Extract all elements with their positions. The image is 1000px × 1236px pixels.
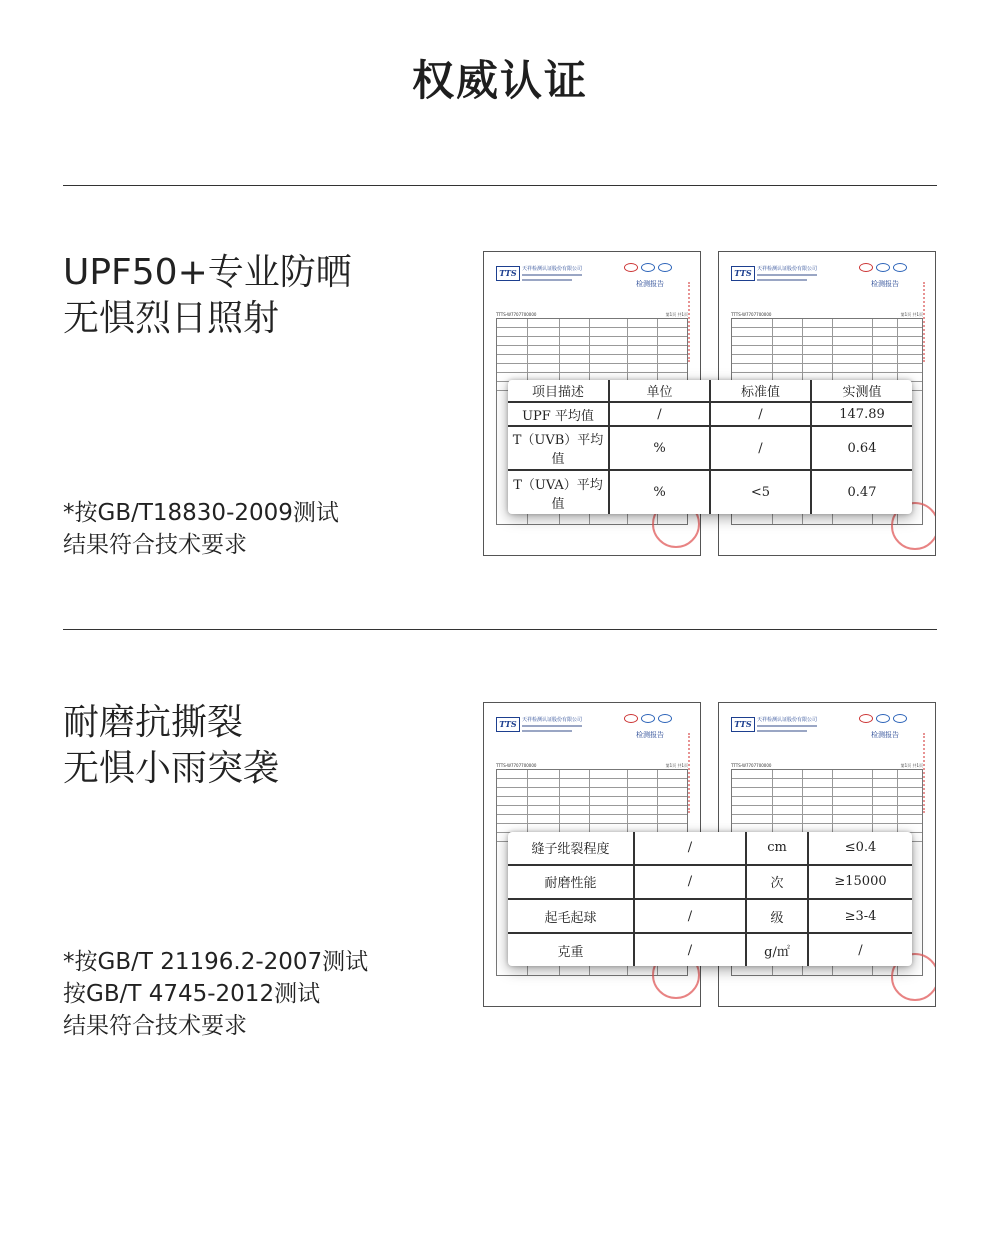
table-cell: / [634,832,746,865]
cert-marks [624,263,672,272]
col-header-item: 项目描述 [508,380,609,402]
cert-marks [859,263,907,272]
table-row [508,832,912,865]
cert-mark-icon [893,714,907,723]
report-org-line [522,730,572,732]
table-cell: 缝子纰裂程度 [508,832,634,865]
report-title: 检测报告 [636,280,664,288]
table-cell: / [710,402,811,425]
table-cell: g/㎡ [746,933,808,966]
report-org-line [522,274,582,276]
cert-mark-icon [658,714,672,723]
report-number: TTTS-W7707700000 [496,312,537,317]
report-page: 第1页 共1页 [665,763,688,768]
table-cell: 克重 [508,933,634,966]
tts-logo-icon: TTS [496,266,520,281]
cert-mark-icon [893,263,907,272]
report-org-line [757,725,817,727]
report-org: 天祥检测认证股份有限公司 [522,266,583,272]
table-cell: % [609,426,710,471]
tts-logo-icon: TTS [731,266,755,281]
table-row [508,899,912,933]
table-cell: T（UVA）平均值 [508,470,609,514]
table-cell: / [634,865,746,899]
report-org: 天祥检测认证股份有限公司 [522,717,583,723]
seal-seam-icon [923,733,931,813]
seal-seam-icon [923,282,931,362]
section1-note: *按GB/T18830-2009测试 结果符合技术要求 [63,500,339,558]
report-org: 天祥检测认证股份有限公司 [757,266,818,272]
report-org-line [522,279,572,281]
report-title: 检测报告 [636,731,664,739]
table-row [508,426,912,471]
table-cell: 起毛起球 [508,899,634,933]
cert-marks [859,714,907,723]
table-cell: UPF 平均值 [508,402,609,425]
cert-mark-icon [641,714,655,723]
table-cell: / [634,899,746,933]
table-cell: / [609,402,710,425]
section1-headline: UPF50+专业防晒 无惧烈日照射 [63,252,352,339]
table-row [508,865,912,899]
table-cell: % [609,470,710,514]
table-cell: ≥3-4 [808,899,912,933]
page-title: 权威认证 [411,56,588,105]
col-header-standard: 标准值 [710,380,811,402]
table-cell: cm [746,832,808,865]
cert-mark-icon [658,263,672,272]
col-header-measured: 实测值 [811,380,912,402]
report-title: 检测报告 [871,731,899,739]
top-divider [63,185,937,186]
table-row [508,933,912,966]
report-org: 天祥检测认证股份有限公司 [757,717,818,723]
cert-mark-icon [876,714,890,723]
report-org-line [757,279,807,281]
table-cell: 0.64 [811,426,912,471]
table-row [508,470,912,514]
table-cell: 耐磨性能 [508,865,634,899]
table-cell: T（UVB）平均值 [508,426,609,471]
seal-seam-icon [688,733,696,813]
table-cell: 次 [746,865,808,899]
table-cell: 147.89 [811,402,912,425]
table-cell: ≤0.4 [808,832,912,865]
table-cell: ≥15000 [808,865,912,899]
upf-results-table [508,380,912,514]
report-number: TTTS-W7707700000 [731,312,772,317]
report-page: 第1页 共1页 [665,312,688,317]
report-page: 第1页 共1页 [900,763,923,768]
tts-logo-icon: TTS [496,717,520,732]
report-org-line [522,725,582,727]
cert-mark-icon [859,714,873,723]
cert-mark-icon [624,714,638,723]
cert-mark-icon [641,263,655,272]
report-title: 检测报告 [871,280,899,288]
section2-note: *按GB/T 21196.2-2007测试 按GB/T 4745-2012测试 结果符合技术要求 [63,949,369,1039]
table-cell: / [808,933,912,966]
report-org-line [757,730,807,732]
tts-logo-icon: TTS [731,717,755,732]
cert-mark-icon [876,263,890,272]
middle-divider [63,629,937,630]
table-cell: <5 [710,470,811,514]
cert-mark-icon [624,263,638,272]
report-number: TTTS-W7707700000 [496,763,537,768]
table-cell: 级 [746,899,808,933]
cert-mark-icon [859,263,873,272]
table-cell: 0.47 [811,470,912,514]
cert-marks [624,714,672,723]
seal-seam-icon [688,282,696,362]
table-cell: / [710,426,811,471]
section2-headline: 耐磨抗撕裂 无惧小雨突袭 [63,702,280,789]
report-page: 第1页 共1页 [900,312,923,317]
report-number: TTTS-W7707700000 [731,763,772,768]
durability-results-table [508,832,912,966]
table-cell: / [634,933,746,966]
report-org-line [757,274,817,276]
col-header-unit: 单位 [609,380,710,402]
table-row [508,402,912,425]
